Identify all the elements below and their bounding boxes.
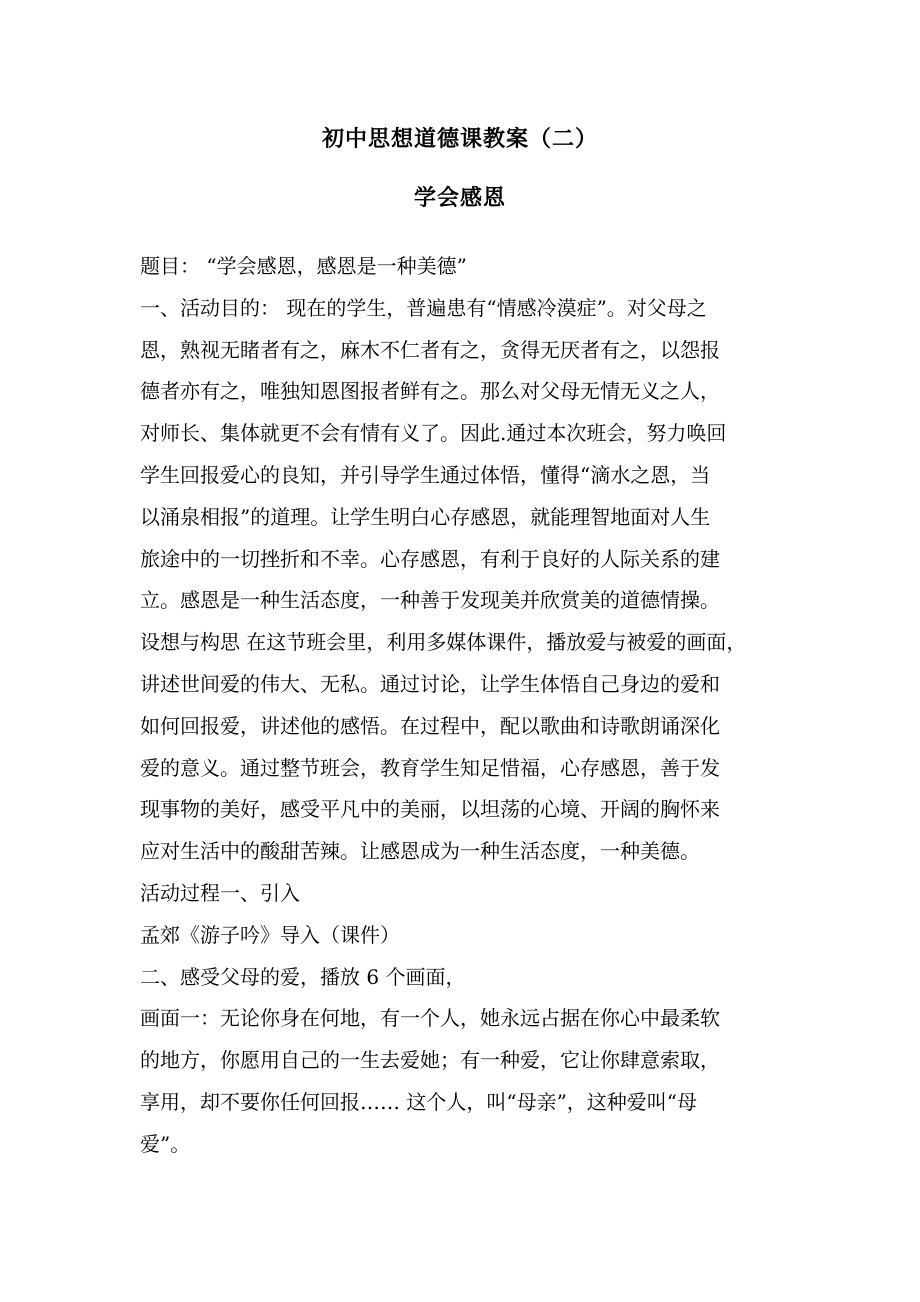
body-line: 如何回报爱，讲述他的感悟。在过程中，配以歌曲和诗歌朗诵深化 (140, 713, 720, 738)
body-line: 爱”。 (140, 1131, 191, 1156)
body-line: 画面一：无论你身在何地，有一个人，她永远占据在你心中最柔软 (140, 1006, 720, 1031)
body-line: 一、活动目的： 现在的学生，普遍患有“情感冷漠症”。对父母之 (140, 295, 707, 320)
body-line: 以涌泉相报”的道理。让学生明白心存感恩，就能理智地面对人生 (140, 504, 711, 529)
body-line: 设想与构思 在这节班会里，利用多媒体课件，播放爱与被爱的画面， (140, 630, 747, 655)
document-title: 初中思想道德课教案（二） (321, 126, 598, 152)
body-line: 德者亦有之，唯独知恩图报者鲜有之。那么对父母无情无义之人， (140, 379, 720, 404)
document-body (140, 246, 800, 1166)
body-line: 孟郊《游子吟》导入（课件） (140, 922, 400, 947)
body-line: 二、感受父母的爱，播放 6 个画面， (140, 964, 466, 989)
body-line: 享用，却不要你任何回报…… 这个人，叫“母亲”，这种爱叫“母 (140, 1089, 698, 1114)
body-line: 讲述世间爱的伟大、无私。通过讨论，让学生体悟自己身边的爱和 (140, 671, 720, 696)
body-line: 立。感恩是一种生活态度，一种善于发现美并欣赏美的道德情操。 (140, 588, 720, 613)
body-line: 对师长、集体就更不会有情有义了。因此.通过本次班会，努力唤回 (140, 421, 727, 446)
body-line: 题目： “学会感恩，感恩是一种美德” (140, 254, 467, 278)
body-line: 学生回报爱心的良知，并引导学生通过体悟，懂得“滴水之恩，当 (140, 462, 711, 487)
body-line: 的地方，你愿用自己的一生去爱她；有一种爱，它让你肆意索取， (140, 1048, 720, 1073)
body-line: 活动过程一、引入 (140, 880, 300, 905)
body-line: 应对生活中的酸甜苦辣。让感恩成为一种生活态度，一种美德。 (140, 839, 700, 864)
body-line: 爱的意义。通过整节班会，教育学生知足惜福，心存感恩，善于发 (140, 755, 720, 780)
body-line: 现事物的美好，感受平凡中的美丽，以坦荡的心境、开阔的胸怀来 (140, 797, 720, 822)
body-line: 恩，熟视无睹者有之，麻木不仁者有之，贪得无厌者有之，以怨报 (140, 337, 720, 362)
body-line: 旅途中的一切挫折和不幸。心存感恩，有利于良好的人际关系的建 (140, 546, 720, 571)
document-subtitle: 学会感恩 (413, 185, 506, 211)
